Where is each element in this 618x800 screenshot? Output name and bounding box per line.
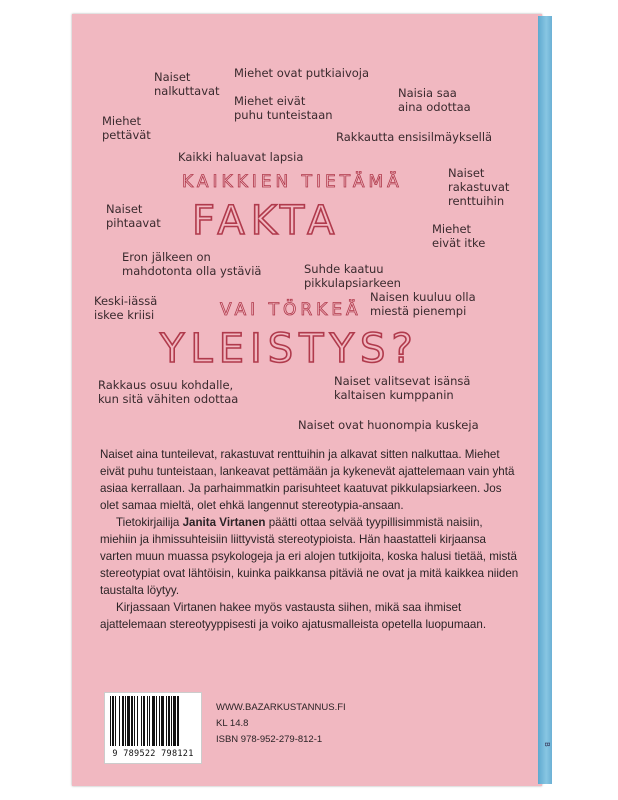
book-back-cover	[72, 14, 542, 786]
blurb-text	[100, 446, 520, 633]
blurb-paragraph-1: Naiset aina tunteilevat, rakastuvat renttuihin ja alkavat sitten nalkuttaa. Miehet eivät puhu tunteistaan, lankeavat pettämään ja kykenevät ajattelemaan vain yhtä asiaa kerrallaan. Ja parhaimmatkin parisuhteet kaatuvat pikkulapsiarkeen. Jos olet samaa mieltä, olet ehkä langennut stereotypia-ansaan.	[100, 448, 515, 512]
phrase-miehet-eivat-itke: Miehet eivät itke	[432, 222, 486, 250]
title-line-yleistys: YLEISTYS?	[160, 326, 419, 372]
phrase-kaikki-haluavat-lapsia: Kaikki haluavat lapsia	[178, 150, 304, 164]
phrase-naisen-kuuluu: Naisen kuuluu olla miestä pienempi	[370, 290, 476, 318]
phrase-miehet-eivat-puhu: Miehet eivät puhu tunteistaan	[234, 94, 333, 122]
isbn-barcode	[104, 692, 202, 764]
phrase-eron-jalkeen: Eron jälkeen on mahdotonta olla ystäviä	[122, 250, 262, 278]
barcode-digits: 9 789522 798121	[112, 749, 194, 759]
phrase-huonompia-kuskeja: Naiset ovat huonompia kuskeja	[298, 418, 479, 432]
blurb-paragraph-3: Kirjassaan Virtanen hakee myös vastausta siihen, mikä saa ihmiset ajattelemaan stereotyyppisesti ja voiko ajatusmalleista opetella luopumaan.	[100, 601, 487, 631]
phrase-rakkautta-ensisilmayksella: Rakkautta ensisilmäyksellä	[336, 130, 493, 144]
phrase-naisia-saa-odottaa: Naisia saa aina odottaa	[398, 86, 471, 114]
phrase-naiset-valitsevat: Naiset valitsevat isänsä kaltaisen kumppanin	[334, 374, 471, 402]
title-line-vai-torkea: VAI TÖRKEÄ	[220, 300, 362, 320]
phrase-naiset-nalkuttavat: Naiset nalkuttavat	[154, 70, 220, 98]
phrase-naiset-rakastuvat-renttuihin: Naiset rakastuvat renttuihin	[448, 166, 510, 208]
phrase-keski-iassa: Keski-iässä iskee kriisi	[94, 294, 158, 322]
author-name: Janita Virtanen	[182, 516, 266, 529]
barcode-bars	[108, 696, 198, 748]
phrase-putkiaivoja: Miehet ovat putkiaivoja	[234, 66, 370, 80]
title-line-fakta: FAKTA	[192, 198, 341, 244]
isbn-text: ISBN 978-952-279-812-1	[216, 734, 323, 745]
phrase-naiset-pihtaavat: Naiset pihtaavat	[106, 202, 161, 230]
title-line-kaikkien-tietama: KAIKKIEN TIETÄMÄ	[182, 172, 403, 192]
phrase-miehet-pettavat: Miehet pettävät	[102, 114, 151, 142]
blurb-paragraph-2: Tietokirjailija Janita Virtanen päätti ottaa selvää tyypillisimmistä naisiin, miehiin ja ihmissuhteisiin liittyvistä stereotypioista. Hän haastatteli kirjaansa varten muun muassa psykologeja ja eri alojen tutkijoita, koska halusi tietää, mistä stereotypiat ovat lähtöisin, kuinka paikkansa pitäviä ne ovat ja mitä kaikkea niiden taustalta löytyy.	[100, 516, 519, 597]
publisher-url: WWW.BAZARKUSTANNUS.FI	[216, 702, 346, 713]
phrase-suhde-kaatuu: Suhde kaatuu pikkulapsiarkeen	[304, 262, 401, 290]
library-class: KL 14.8	[216, 718, 249, 729]
book-spine-edge	[538, 16, 552, 784]
spine-letter: B	[543, 742, 551, 747]
phrase-rakkaus-osuu: Rakkaus osuu kohdalle, kun sitä vähiten odottaa	[98, 378, 239, 406]
